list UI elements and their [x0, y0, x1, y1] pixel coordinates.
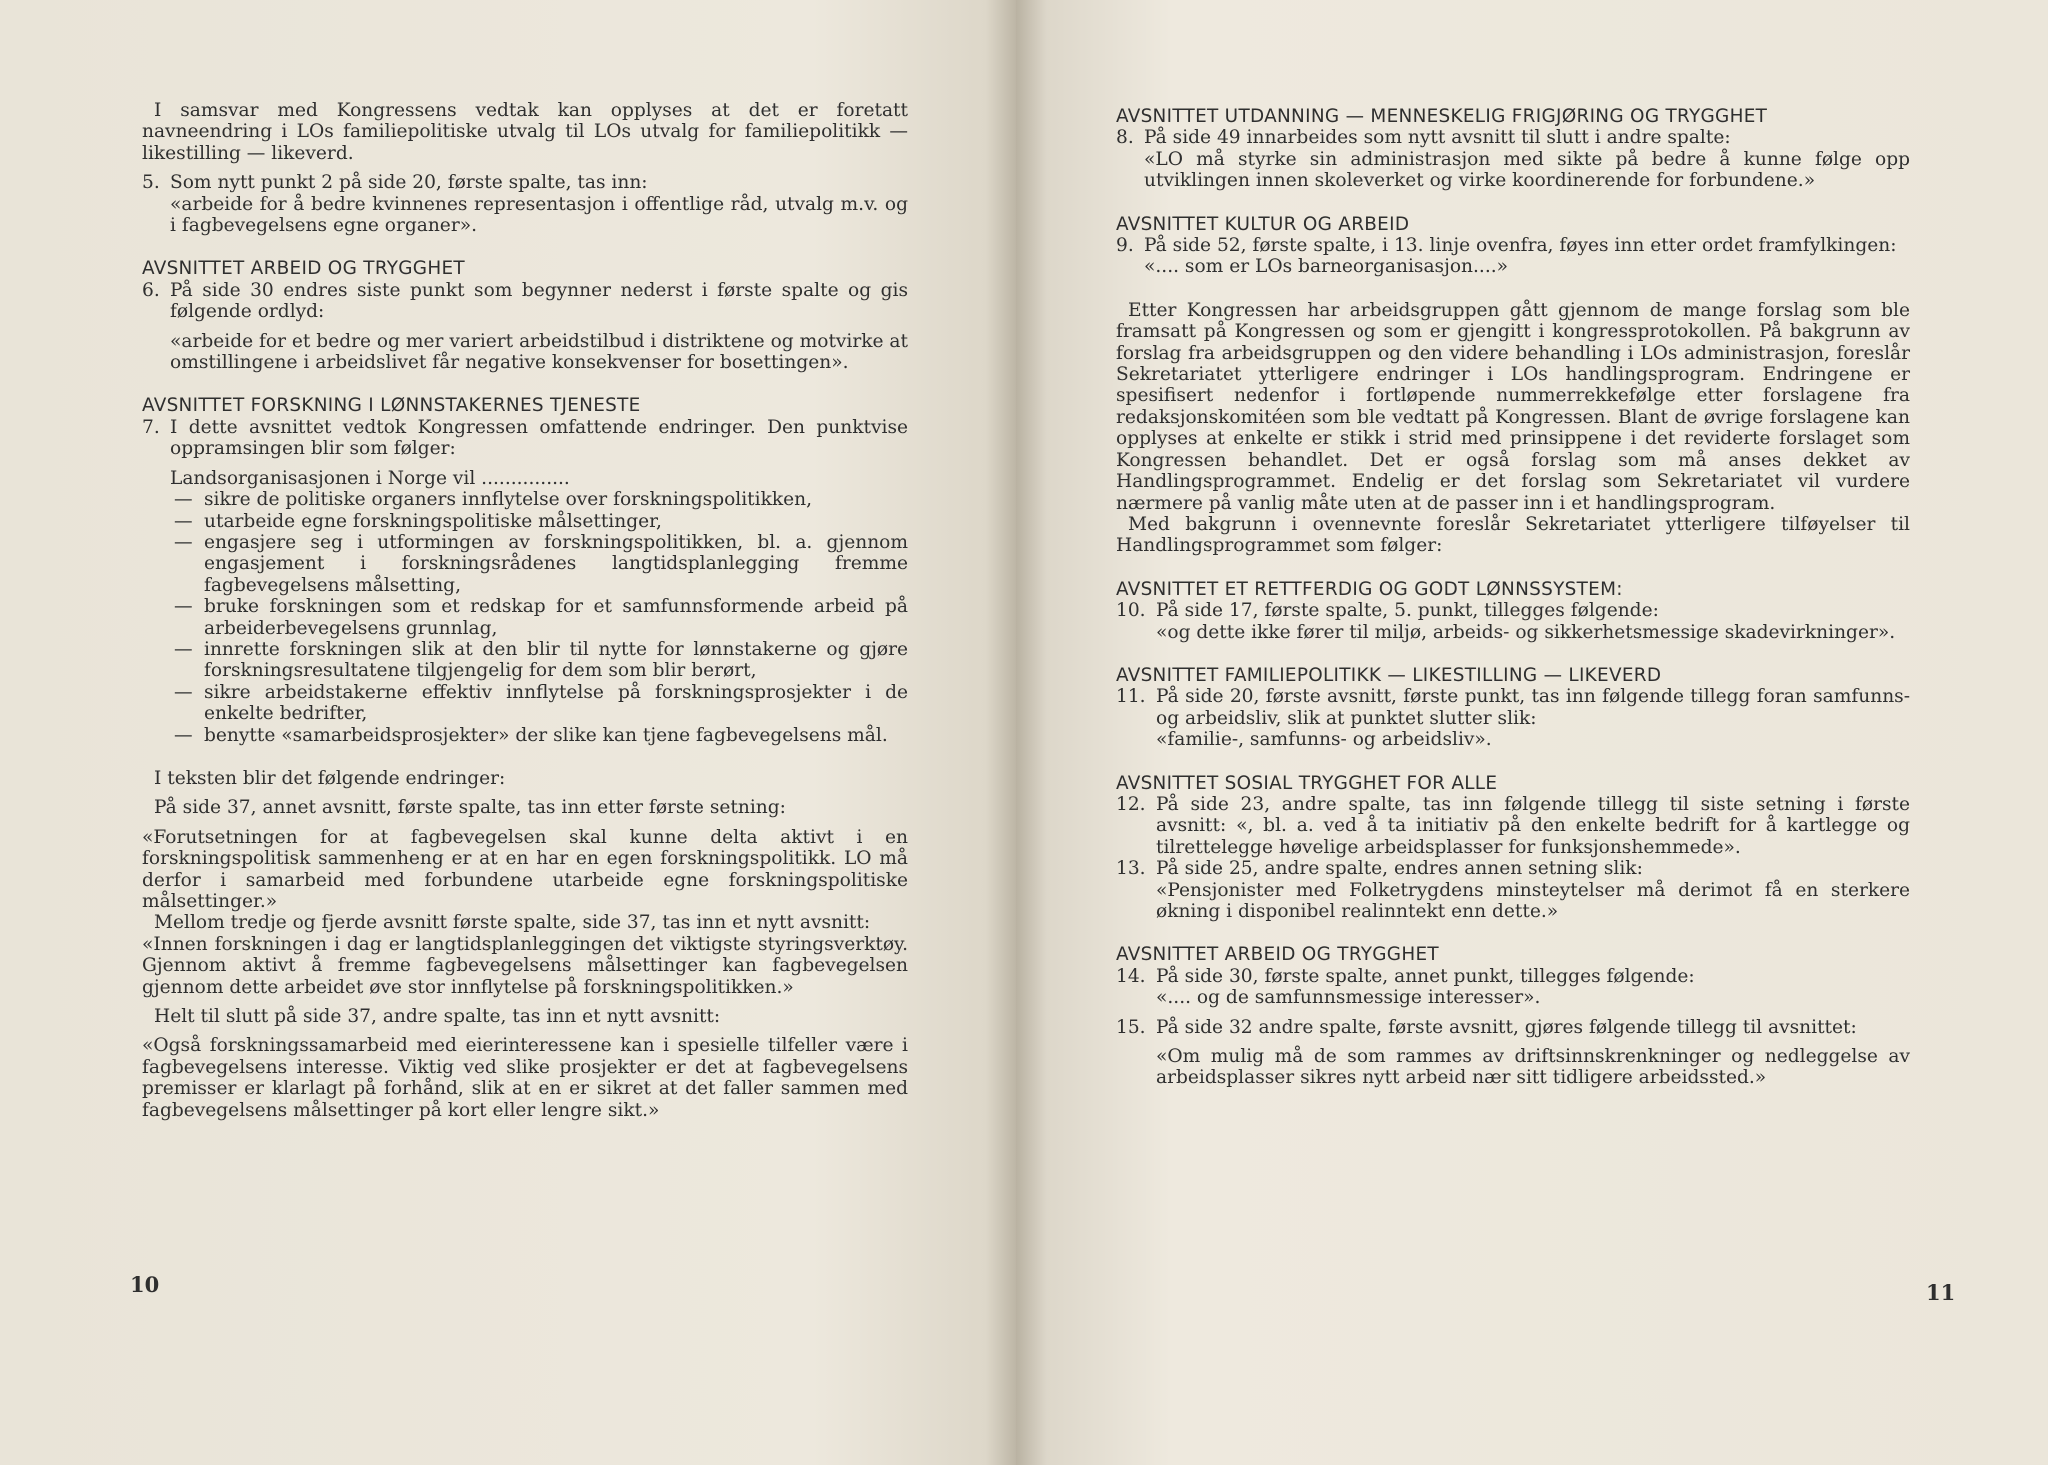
item-15	[1116, 1017, 1910, 1089]
end-intro: Helt til slutt på side 37, andre spalte, tas inn et nytt avsnitt:	[154, 1006, 721, 1028]
item-text: I dette avsnittet vedtok Kongressen omfattende endringer. Den punktvise oppramsingen blir som følger:	[170, 416, 908, 460]
list-item: — sikre de politiske organers innflytelse over forskningspolitikken,	[174, 489, 813, 511]
section-heading: AVSNITTET UTDANNING — MENNESKELIG FRIGJØRING OG TRYGGHET	[1116, 106, 1768, 127]
item-number: 10.	[1116, 600, 1146, 622]
item-10	[1116, 600, 1910, 643]
item-quote: «.... og de samfunnsmessige interesser».	[1156, 987, 1541, 1009]
item-quote: «arbeide for å bedre kvinnenes representasjon i offentlige råd, utvalg m.v. og i fagbevegelsens egne organer».	[170, 193, 908, 237]
page37-intro: På side 37, annet avsnitt, første spalte, tas inn etter første setning:	[154, 797, 786, 819]
item-quote: «.... som er LOs barneorganisasjon....»	[1144, 256, 1509, 278]
item-12	[1116, 794, 1910, 858]
item-text: På side 25, andre spalte, endres annen setning slik:	[1156, 858, 1643, 880]
item-number: 7.	[142, 416, 160, 438]
item-text: På side 52, første spalte, i 13. linje ovenfra, føyes inn etter ordet framfylkingen:	[1144, 235, 1897, 257]
list-item: — engasjere seg i utformingen av forskningspolitikken, bl. a. gjennom engasjement i forskningsrådenes langtidsplanlegging fremme fagbevegelsens målsetting,	[174, 531, 908, 596]
item-text: På side 30 endres siste punkt som begynner nederst i første spalte og gis følgende ordlyd:	[170, 279, 908, 323]
item-quote: «familie-, samfunns- og arbeidsliv».	[1156, 729, 1492, 751]
item-text: På side 49 innarbeides som nytt avsnitt til slutt i andre spalte:	[1144, 127, 1731, 149]
item-13	[1116, 858, 1910, 922]
item-number: 15.	[1116, 1016, 1146, 1038]
right-page	[1016, 0, 2048, 1465]
section-heading: AVSNITTET KULTUR OG ARBEID	[1116, 213, 1410, 235]
item-5	[142, 172, 908, 236]
section-heading: AVSNITTET ARBEID OG TRYGGHET	[142, 258, 465, 280]
item-number: 8.	[1116, 127, 1134, 149]
page-number: 11	[1926, 1280, 1956, 1305]
item-quote: «LO må styrke sin administrasjon med sikte på bedre å kunne følge opp utviklingen innen skoleverket og virke koordinerende for forbundene.»	[1144, 148, 1910, 192]
list-item: — utarbeide egne forskningspolitiske målsettinger,	[174, 510, 662, 532]
item-quote: «arbeide for et bedre og mer variert arbeidstilbud i distriktene og motvirke at omstillingene i arbeidslivet får negative konsekvenser for bosettingen».	[170, 330, 908, 374]
body-paragraph: Etter Kongressen har arbeidsgruppen gått gjennom de mange forslag som ble framsatt på Kongressen og som er gjengitt i kongressprotokollen. På bakgrunn av forslag fra arbeidsgruppen og den videre behandling i LOs administrasjon, foreslår Sekretariatet ytterligere endringer i LOs handlingsprogram. Endringene er spesifisert nedenfor i fortløpende nummerrekkefølge etter forslagene fra redaksjonskomitéen som ble vedtatt på Kongressen. Blant de øvrige forslagene kan opplyses at enkelte er stikk i strid med prinsippene i det reviderte forslaget som Kongressen behandlet. Det er også forslag som må anses dekket av Handlingsprogrammet. Endelig er det forslag som Sekretariatet vil vurdere nærmere på vanlig måte uten at de passer inn i et handlingsprogram.	[1116, 299, 1910, 514]
section-heading: AVSNITTET ARBEID OG TRYGGHET	[1116, 944, 1439, 966]
item-text: På side 20, første avsnitt, første punkt, tas inn følgende tillegg foran samfunns- og arbeidsliv, slik at punktet slutter slik:	[1156, 686, 1910, 729]
list-item: — benytte «samarbeidsprosjekter» der slike kan tjene fagbevegelsens mål.	[174, 724, 888, 746]
item-number: 14.	[1116, 965, 1146, 987]
section-heading: AVSNITTET ET RETTFERDIG OG GODT LØNNSSYSTEM:	[1116, 578, 1623, 600]
left-page	[0, 0, 1016, 1465]
between-intro: Mellom tredje og fjerde avsnitt første spalte, side 37, tas inn et nytt avsnitt:	[154, 912, 871, 934]
page37-quote: «Forutsetningen for at fagbevegelsen skal kunne delta aktivt i en forskningspolitisk sammenheng er at en har en egen forskningspolitikk. LO må derfor i samarbeid med forbundene utarbeide egne forskningspolitiske målsettinger.»	[142, 826, 908, 912]
list-lead: Landsorganisasjonen i Norge vil ...............	[170, 467, 570, 489]
end-quote: «Også forskningssamarbeid med eierinteressene kan i spesielle tilfeller være i fagbevegelsens interesse. Viktig ved slike prosjekter er det at fagbevegelsens premisser er klarlagt på forhånd, slik at en er sikret at det faller sammen med fagbevegelsens målsettinger på kort eller lengre sikt.»	[142, 1035, 908, 1121]
item-number: 6.	[142, 279, 160, 301]
intro-paragraph: I samsvar med Kongressens vedtak kan opplyses at det er foretatt navneendring i LOs familiepolitiske utvalg til LOs utvalg for familiepolitikk — likestilling — likeverd.	[142, 100, 908, 164]
item-text: På side 17, første spalte, 5. punkt, tillegges følgende:	[1156, 600, 1659, 622]
item-number: 9.	[1116, 235, 1134, 257]
right-page-text	[1116, 106, 1910, 1089]
bullet-list	[142, 489, 908, 746]
between-quote: «Innen forskningen i dag er langtidsplanleggingen det viktigste styringsverktøy. Gjennom aktivt å fremme fagbevegelsens målsettinger kan fagbevegelsen gjennom dette arbeidet øve stor innflytelse på forskningspolitikken.»	[142, 933, 908, 998]
item-number: 12.	[1116, 793, 1146, 815]
item-7	[142, 417, 908, 460]
section-heading: AVSNITTET FORSKNING I LØNNSTAKERNES TJENESTE	[142, 395, 641, 417]
item-number: 5.	[142, 172, 160, 194]
item-quote: «Om mulig må de som rammes av driftsinnskrenkninger og nedleggelse av arbeidsplasser sikres nytt arbeid nær sitt tidligere arbeidssted.»	[1156, 1046, 1910, 1089]
item-number: 11.	[1116, 686, 1146, 708]
list-item: — innrette forskningen slik at den blir til nytte for lønnstakerne og gjøre forskningsresultatene tilgjengelig for dem som blir berørt,	[174, 638, 908, 682]
item-quote: «og dette ikke fører til miljø, arbeids- og sikkerhetsmessige skadevirkninger».	[1156, 621, 1896, 643]
item-8	[1116, 127, 1910, 191]
item-6	[142, 280, 908, 323]
list-item: — sikre arbeidstakerne effektiv innflytelse på forskningsprosjekter i de enkelte bedrifter,	[174, 681, 908, 725]
section-heading: AVSNITTET FAMILIEPOLITIKK — LIKESTILLING — LIKEVERD	[1116, 664, 1662, 686]
section-heading: AVSNITTET SOSIAL TRYGGHET FOR ALLE	[1116, 772, 1498, 794]
item-text: Som nytt punkt 2 på side 20, første spalte, tas inn:	[170, 172, 648, 194]
item-text: På side 32 andre spalte, første avsnitt, gjøres følgende tillegg til avsnittet:	[1156, 1016, 1857, 1038]
left-page-text	[142, 100, 908, 1121]
item-quote: «Pensjonister med Folketrygdens minsteytelser må derimot få en sterkere økning i disponibel realinntekt enn dette.»	[1156, 879, 1910, 922]
item-text: På side 23, andre spalte, tas inn følgende tillegg til siste setning i første avsnitt: «, bl. a. ved å ta initiativ på den enkelte bedrift for å kartlegge og tilrettelegge høvelige arbeidsplasser for funksjonshemmede».	[1156, 793, 1910, 858]
item-9	[1116, 235, 1910, 278]
changes-intro: I teksten blir det følgende endringer:	[154, 767, 506, 789]
item-14	[1116, 966, 1910, 1009]
item-number: 13.	[1116, 858, 1146, 880]
body-paragraph: Med bakgrunn i ovennevnte foreslår Sekretariatet ytterligere tilføyelser til Handlingsprogrammet som følger:	[1116, 513, 1910, 557]
item-text: På side 30, første spalte, annet punkt, tillegges følgende:	[1156, 965, 1695, 987]
page-number: 10	[130, 1272, 160, 1297]
item-11	[1116, 686, 1910, 750]
list-item: — bruke forskningen som et redskap for et samfunnsformende arbeid på arbeiderbevegelsens grunnlag,	[174, 596, 908, 639]
